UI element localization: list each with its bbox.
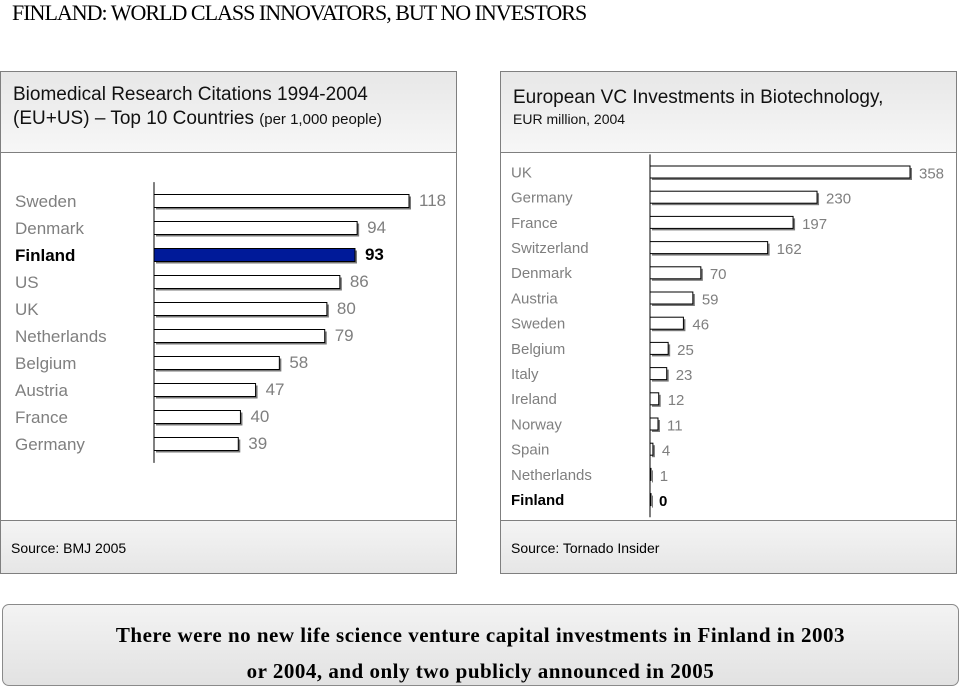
vc-panel-header [501, 72, 956, 153]
category-label-uk: UK [15, 300, 39, 320]
bar-denmark [650, 267, 701, 279]
bar-germany [650, 191, 817, 203]
bar-norway [650, 418, 658, 430]
value-label-spain: 4 [661, 442, 671, 460]
page-title: FINLAND: WORLD CLASS INNOVATORS, BUT NO INVESTORS [12, 0, 587, 25]
vc-source: Source: Tornado Insider [511, 540, 660, 556]
citations-panel [0, 71, 457, 574]
citations-title-main: (EU+US) – Top 10 Countries [13, 108, 254, 129]
bar-uk [650, 166, 910, 178]
category-label-france: France [511, 214, 558, 232]
citations-bar-chart [1, 153, 456, 521]
bar-uk [154, 303, 327, 316]
value-label-sweden: 118 [419, 191, 447, 211]
value-label-us: 86 [349, 272, 369, 292]
category-label-ireland: Ireland [511, 391, 557, 409]
value-label-germany: 39 [248, 434, 268, 454]
citations-panel-header [1, 72, 456, 153]
value-label-switzerland: 162 [776, 241, 802, 258]
citations-source: Source: BMJ 2005 [11, 540, 127, 556]
bar-us [154, 276, 340, 289]
category-label-norway: Norway [511, 416, 562, 434]
bar-shadow-finland [652, 496, 653, 508]
category-label-belgium: Belgium [511, 340, 566, 358]
vc-bar-chart [501, 153, 956, 521]
value-label-netherlands: 79 [334, 326, 354, 346]
citations-title-note: (per 1,000 people) [259, 111, 382, 128]
vc-panel [500, 71, 957, 574]
value-label-austria: 47 [265, 380, 285, 400]
bar-austria [650, 292, 693, 304]
conclusion-line1: There were no new life science venture capital investments in Finland in 2003 [115, 623, 846, 647]
value-label-austria: 59 [701, 291, 719, 309]
category-label-finland: Finland [511, 492, 565, 509]
value-label-germany: 230 [826, 190, 852, 208]
value-label-norway: 11 [666, 417, 683, 435]
bar-sweden [154, 195, 409, 208]
value-label-france: 40 [250, 407, 270, 427]
bar-shadow-netherlands [652, 470, 653, 482]
value-label-france: 197 [802, 215, 828, 233]
bar-france [650, 216, 793, 228]
bar-netherlands [154, 330, 325, 343]
bar-ireland [650, 393, 659, 405]
category-label-netherlands: Netherlands [511, 466, 592, 484]
category-label-netherlands: Netherlands [15, 327, 107, 347]
category-label-uk: UK [511, 164, 532, 182]
bar-switzerland [650, 242, 768, 254]
bar-germany [154, 438, 238, 451]
conclusion-text [3, 617, 958, 689]
category-label-sweden: Sweden [15, 192, 77, 212]
vc-panel-footer [501, 520, 956, 573]
bar-austria [154, 384, 256, 397]
value-label-finland: 93 [364, 245, 384, 265]
bar-italy [650, 368, 667, 380]
category-label-us: US [15, 273, 39, 293]
category-label-denmark: Denmark [511, 265, 572, 283]
value-label-ireland: 12 [667, 392, 685, 410]
bar-finland [154, 249, 355, 262]
category-label-germany: Germany [15, 435, 85, 455]
category-label-austria: Austria [15, 381, 68, 401]
vc-subtitle: EUR million, 2004 [513, 111, 626, 127]
category-label-spain: Spain [511, 441, 550, 459]
bar-sweden [650, 317, 683, 329]
bar-belgium [154, 357, 279, 370]
conclusion-banner [2, 604, 959, 686]
citations-title-line1: Biomedical Research Citations 1994-2004 [13, 84, 368, 105]
value-label-uk: 80 [336, 299, 356, 319]
bar-france [154, 411, 240, 424]
category-label-sweden: Sweden [511, 315, 566, 333]
value-label-sweden: 46 [692, 316, 710, 334]
vc-title: European VC Investments in Biotechnology, [513, 87, 884, 108]
value-label-uk: 358 [919, 165, 945, 183]
citations-title-line2 [13, 107, 382, 132]
category-label-finland: Finland [15, 246, 76, 266]
value-label-finland: 0 [659, 493, 668, 510]
bar-denmark [154, 222, 357, 235]
value-label-italy: 23 [675, 367, 693, 384]
value-label-denmark: 94 [367, 218, 387, 238]
category-label-germany: Germany [511, 189, 573, 207]
bar-belgium [650, 342, 668, 354]
citations-title [13, 83, 382, 132]
category-label-austria: Austria [511, 290, 558, 308]
value-label-netherlands: 1 [659, 467, 669, 485]
category-label-italy: Italy [511, 366, 539, 383]
category-label-france: France [15, 408, 68, 428]
category-label-denmark: Denmark [15, 219, 84, 239]
value-label-belgium: 58 [289, 353, 309, 373]
value-label-belgium: 25 [677, 341, 694, 359]
category-label-switzerland: Switzerland [511, 240, 589, 257]
category-label-belgium: Belgium [15, 354, 77, 374]
value-label-denmark: 70 [709, 266, 727, 284]
conclusion-line2: or 2004, and only two publicly announced in 2005 [246, 659, 715, 683]
citations-panel-footer [1, 520, 456, 573]
